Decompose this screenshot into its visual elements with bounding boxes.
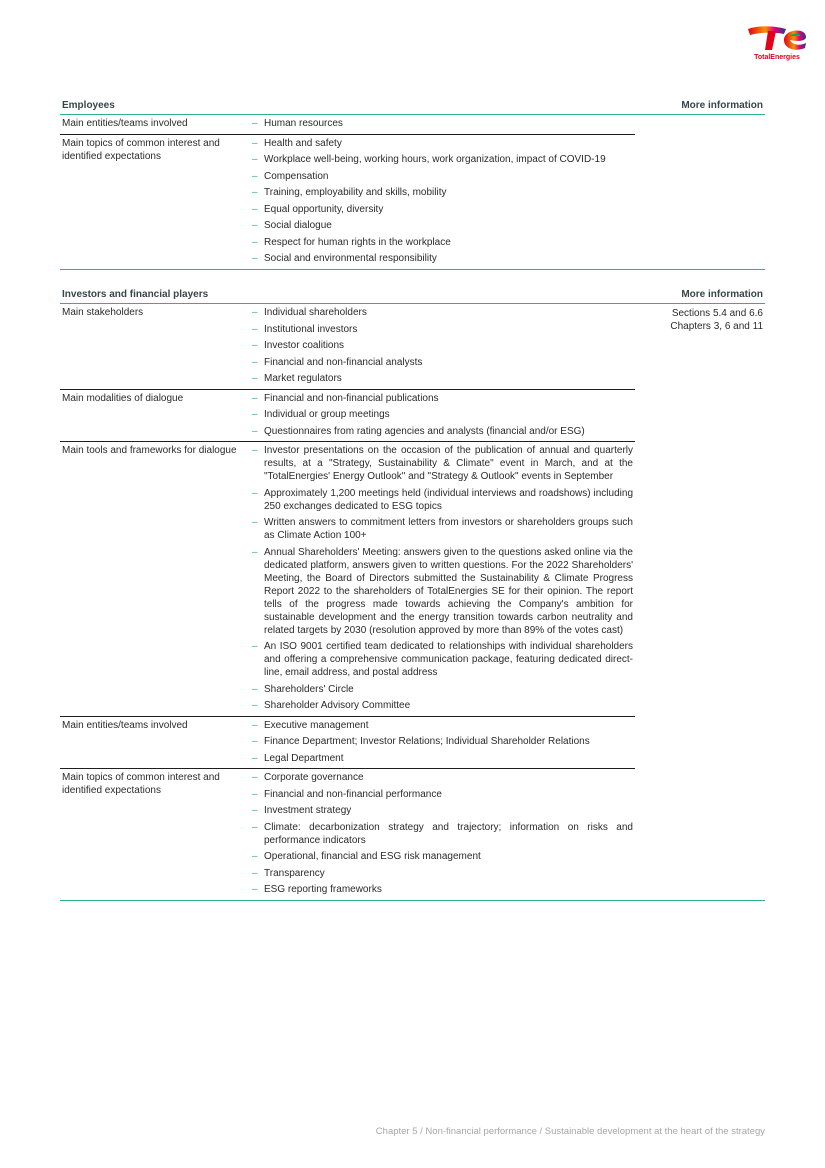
list-item: – Financial and non-financial performance bbox=[250, 788, 633, 801]
row-label: Main topics of common interest and identified expectations bbox=[62, 772, 220, 796]
list-item: – Equal opportunity, diversity bbox=[250, 203, 633, 216]
list-item: – Shareholder Advisory Committee bbox=[250, 699, 633, 712]
list-item: – Legal Department bbox=[250, 752, 633, 765]
more-info-ref: Chapters 3, 6 and 11 bbox=[670, 321, 763, 332]
row-label: Main entities/teams involved bbox=[62, 118, 188, 129]
list-item: – An ISO 9001 certified team dedicated to relationships with individual shareholders and offering a comprehensive communication package, featuring dedicated direct-line, email address, and postal address bbox=[250, 640, 633, 679]
row-label: Main stakeholders bbox=[62, 307, 144, 318]
list-item: – Written answers to commitment letters from investors or shareholders groups such as Climate Action 100+ bbox=[250, 516, 633, 542]
investors-section bbox=[60, 288, 765, 901]
list-item: – Training, employability and skills, mobility bbox=[250, 186, 633, 199]
list-item: – Compensation bbox=[250, 170, 633, 183]
list-item: – Finance Department; Investor Relations; Individual Shareholder Relations bbox=[250, 735, 633, 748]
employees-row-entities bbox=[60, 115, 635, 135]
row-items bbox=[250, 306, 633, 389]
employees-header bbox=[60, 99, 765, 114]
employees-table bbox=[60, 114, 765, 270]
investors-more-info-refs bbox=[633, 307, 763, 333]
list-item: – Transparency bbox=[250, 867, 633, 880]
row-items bbox=[250, 137, 633, 269]
list-item: – ESG reporting frameworks bbox=[250, 883, 633, 896]
employees-row-topics bbox=[60, 135, 635, 269]
row-label: Main modalities of dialogue bbox=[62, 392, 184, 404]
list-item: – Human resources bbox=[250, 117, 633, 130]
list-item: – Market regulators bbox=[250, 372, 633, 385]
brand-logo-text: TotalEnergies bbox=[754, 54, 800, 61]
list-item: – Institutional investors bbox=[250, 323, 633, 336]
row-items bbox=[250, 392, 633, 442]
list-item: – Health and safety bbox=[250, 137, 633, 150]
row-items bbox=[250, 771, 633, 900]
row-label: Main tools and frameworks for dialogue bbox=[62, 445, 237, 456]
list-item: – Individual or group meetings bbox=[250, 408, 633, 421]
row-label: Main topics of common interest and identified expectations bbox=[62, 137, 220, 162]
list-item: – Executive management bbox=[250, 719, 633, 732]
list-item: – Social and environmental responsibility bbox=[250, 252, 633, 265]
employees-title: Employees bbox=[62, 100, 115, 111]
investors-row-topics bbox=[60, 769, 635, 900]
list-item: – Investment strategy bbox=[250, 804, 633, 817]
brand-logo-icon bbox=[746, 20, 808, 54]
list-item: – Annual Shareholders' Meeting: answers given to the questions asked online via the dedicated platform, answers given to written questions. For the 2022 Shareholders' Meeting, the Board of Directors submitted the Sustainability & Climate Progress Report 2022 to the shareholders of TotalEnergies SE for their opinion. The report tells of the progress made towards achieving the Company's ambition for sustainable development and the energy transition towards carbon neutrality and related targets by 2030 (resolution approved by more than 89% of the votes cast) bbox=[250, 546, 633, 637]
investors-row-modalities bbox=[60, 390, 635, 443]
list-item: – Respect for human rights in the workplace bbox=[250, 236, 633, 249]
list-item: – Social dialogue bbox=[250, 219, 633, 232]
investors-row-entities bbox=[60, 717, 635, 770]
investors-row-tools bbox=[60, 442, 635, 717]
list-item: – Investor coalitions bbox=[250, 339, 633, 352]
employees-section bbox=[60, 99, 765, 270]
more-info-ref: Sections 5.4 and 6.6 bbox=[671, 308, 763, 319]
investors-table bbox=[60, 303, 765, 901]
page-footer: Chapter 5 / Non-financial performance / Sustainable development at the heart of the strategy bbox=[375, 1126, 765, 1137]
row-items bbox=[250, 117, 633, 134]
list-item: – Investor presentations on the occasion of the publication of annual and quarterly results, at a "Strategy, Sustainability & Climate" event in March, and at the "TotalEnergies' Energy Outlook" and "Strategy & Outlook" events in September bbox=[250, 444, 633, 483]
employees-more-information: More information bbox=[681, 100, 763, 111]
list-item: – Individual shareholders bbox=[250, 306, 633, 319]
list-item: – Corporate governance bbox=[250, 771, 633, 784]
investors-title: Investors and financial players bbox=[62, 289, 209, 300]
list-item: – Financial and non-financial publications bbox=[250, 392, 633, 405]
list-item: – Questionnaires from rating agencies and analysts (financial and/or ESG) bbox=[250, 425, 633, 438]
list-item: – Shareholders' Circle bbox=[250, 683, 633, 696]
row-label: Main entities/teams involved bbox=[62, 719, 188, 731]
list-item: – Workplace well-being, working hours, work organization, impact of COVID-19 bbox=[250, 153, 633, 166]
list-item: – Approximately 1,200 meetings held (individual interviews and roadshows) including 250 exchanges dedicated to ESG topics bbox=[250, 487, 633, 513]
row-items bbox=[250, 444, 633, 716]
investors-header bbox=[60, 288, 765, 303]
investors-more-information: More information bbox=[681, 289, 763, 300]
investors-row-stakeholders bbox=[60, 304, 635, 390]
list-item: – Climate: decarbonization strategy and trajectory; information on risks and performance indicators bbox=[250, 821, 633, 847]
list-item: – Operational, financial and ESG risk management bbox=[250, 850, 633, 863]
row-items bbox=[250, 719, 633, 769]
list-item: – Financial and non-financial analysts bbox=[250, 356, 633, 369]
